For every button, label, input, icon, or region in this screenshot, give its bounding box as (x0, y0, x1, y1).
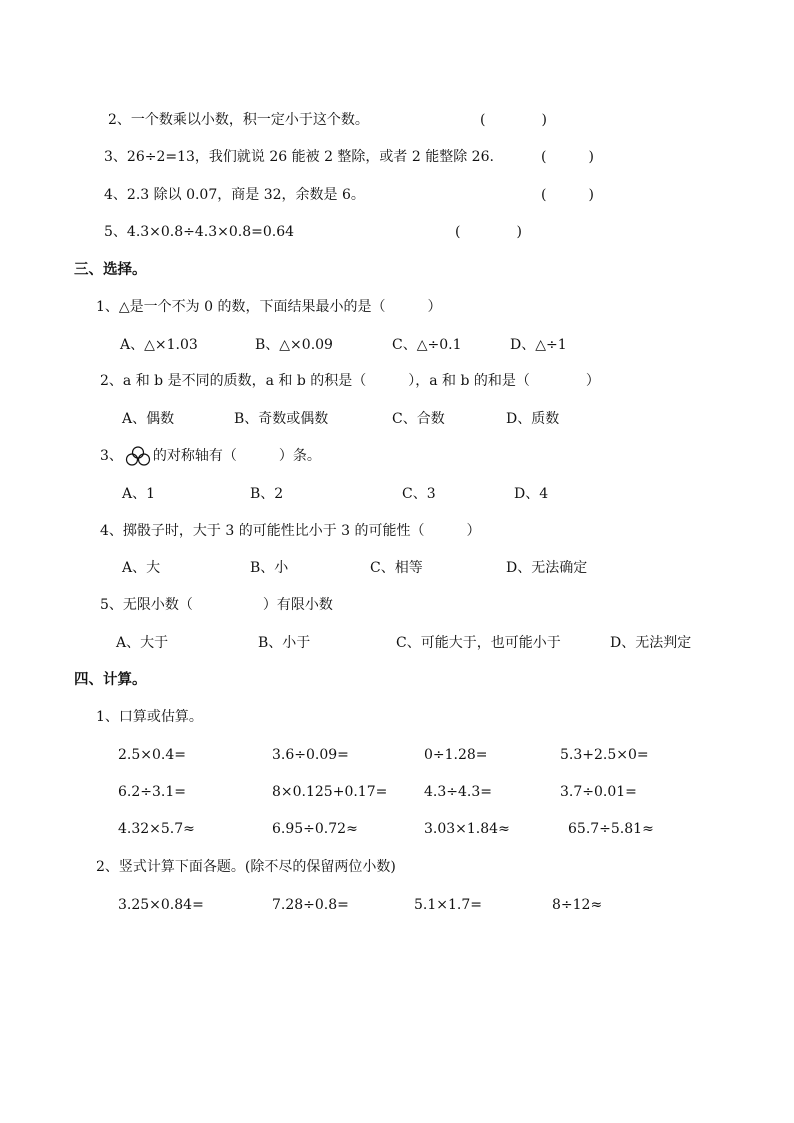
mc-q3-suffix: 的对称轴有（ ）条。 (152, 448, 321, 464)
tf-answer-blank-3[interactable]: ( ) (541, 149, 594, 165)
tf-item-2: 2、一个数乘以小数，积一定小于这个数。 (108, 112, 369, 128)
mc-q3-option-a[interactable]: A、1 (122, 486, 156, 502)
mc-q1-option-c[interactable]: C、△÷0.1 (392, 337, 462, 353)
mc-question-4: 4、掷骰子时，大于 3 的可能性比小于 3 的可能性（ ） (100, 523, 481, 539)
tf-item-4: 4、2.3 除以 0.07，商是 32，余数是 6。 (104, 187, 365, 203)
mc-q1-option-a[interactable]: A、△×1.03 (120, 337, 198, 353)
mc-q3-option-d[interactable]: D、4 (514, 486, 549, 502)
mental-calc-problem: 8×0.125+0.17= (272, 784, 388, 800)
mc-q2-option-b[interactable]: B、奇数或偶数 (234, 411, 329, 427)
mental-calc-problem: 3.7÷0.01= (560, 784, 637, 800)
mental-calc-problem: 4.32×5.7≈ (118, 821, 195, 837)
mc-q1-option-d[interactable]: D、△÷1 (510, 337, 567, 353)
mental-calc-problem: 4.3÷4.3= (424, 784, 492, 800)
mental-calc-problem: 3.03×1.84≈ (424, 821, 510, 837)
tf-answer-blank-2[interactable]: ( ) (480, 112, 547, 128)
mc-q2-option-a[interactable]: A、偶数 (122, 411, 175, 427)
vertical-calc-problem: 5.1×1.7= (414, 897, 482, 913)
mc-q5-option-b[interactable]: B、小于 (258, 635, 311, 651)
mental-calc-problem: 6.2÷3.1= (118, 784, 186, 800)
mc-q1-option-b[interactable]: B、△×0.09 (255, 337, 333, 353)
three-circles-icon (125, 446, 151, 466)
mental-calc-problem: 65.7÷5.81≈ (568, 821, 654, 837)
mc-q5-option-a[interactable]: A、大于 (116, 635, 169, 651)
vertical-calc-problem: 3.25×0.84= (118, 897, 204, 913)
mc-question-1: 1、△是一个不为 0 的数，下面结果最小的是（ ） (96, 299, 442, 315)
mc-question-5: 5、无限小数（ ）有限小数 (100, 597, 333, 613)
mc-question-3 (100, 446, 321, 466)
mc-q4-option-d[interactable]: D、无法确定 (506, 560, 588, 576)
mc-q5-option-d[interactable]: D、无法判定 (610, 635, 692, 651)
vertical-calc-problem: 8÷12≈ (552, 897, 603, 913)
mc-q4-option-a[interactable]: A、大 (122, 560, 161, 576)
mental-calc-problem: 6.95÷0.72≈ (272, 821, 358, 837)
mental-calc-problem: 0÷1.28= (424, 747, 488, 763)
section-3-title: 三、选择。 (74, 262, 147, 278)
calc-part-2-title: 2、竖式计算下面各题。(除不尽的保留两位小数) (96, 859, 396, 875)
mc-q5-option-c[interactable]: C、可能大于，也可能小于 (396, 635, 561, 651)
mental-calc-problem: 2.5×0.4= (118, 747, 186, 763)
mc-q3-option-c[interactable]: C、3 (402, 486, 436, 502)
mc-q3-option-b[interactable]: B、2 (250, 486, 284, 502)
mc-q4-option-c[interactable]: C、相等 (370, 560, 423, 576)
tf-answer-blank-5[interactable]: ( ) (455, 224, 522, 240)
mc-question-2: 2、a 和 b 是不同的质数，a 和 b 的积是（ ），a 和 b 的和是（ ） (100, 373, 600, 389)
tf-item-5: 5、4.3×0.8÷4.3×0.8=0.64 (104, 224, 295, 240)
tf-answer-blank-4[interactable]: ( ) (541, 187, 594, 203)
mental-calc-problem: 3.6÷0.09= (272, 747, 349, 763)
mc-q4-option-b[interactable]: B、小 (250, 560, 289, 576)
mc-q2-option-c[interactable]: C、合数 (392, 411, 445, 427)
calc-part-1-title: 1、口算或估算。 (96, 709, 203, 725)
mental-calc-problem: 5.3+2.5×0= (560, 747, 649, 763)
tf-item-3: 3、26÷2=13，我们就说 26 能被 2 整除，或者 2 能整除 26. (104, 149, 494, 165)
vertical-calc-problem: 7.28÷0.8= (272, 897, 349, 913)
section-4-title: 四、计算。 (74, 672, 147, 688)
mc-q2-option-d[interactable]: D、质数 (506, 411, 560, 427)
mc-q3-prefix: 3、 (100, 448, 123, 464)
